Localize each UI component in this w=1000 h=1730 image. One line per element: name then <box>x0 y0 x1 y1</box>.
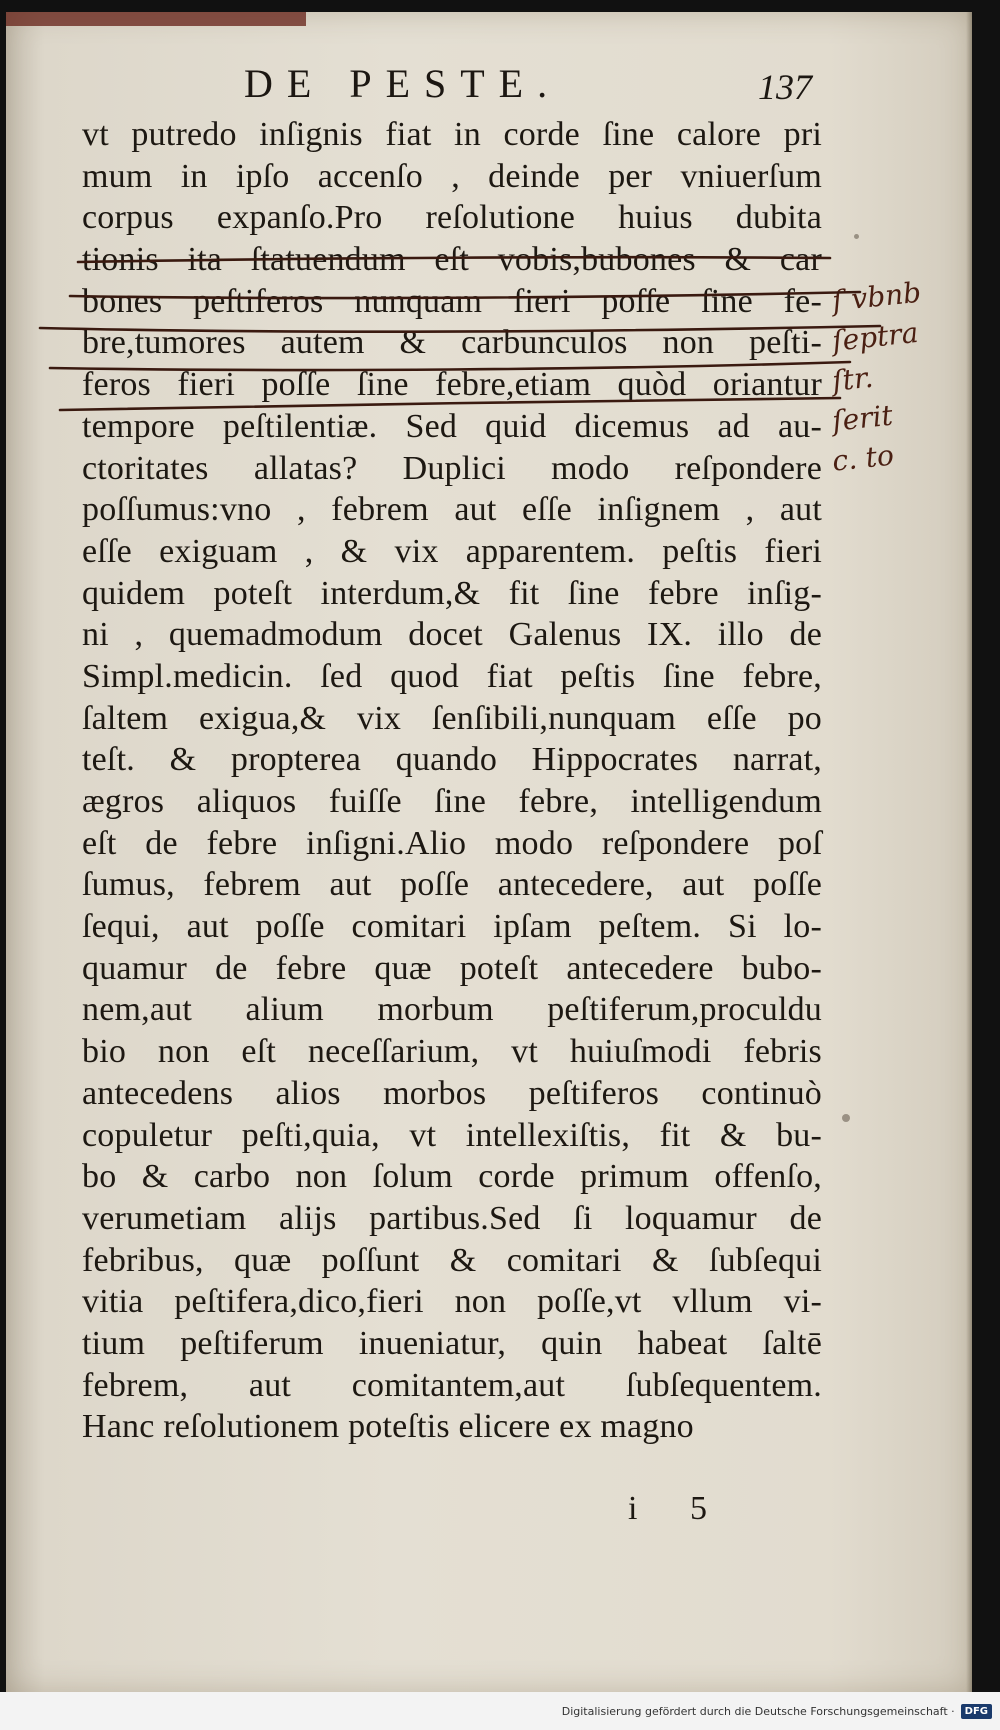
marginal-note: ſeptra <box>830 315 920 358</box>
footer-credit: Digitalisierung gefördert durch die Deutsche Forschungsgemeinschaft · <box>561 1704 955 1718</box>
text-line: nem,aut alium morbum peſtiferum,proculdu <box>82 991 822 1029</box>
text-line: quamur de febre quæ poteſt antecedere bubo- <box>82 949 822 987</box>
text-line: tempore peſtilentiæ. Sed quid dicemus ad au- <box>82 407 822 445</box>
marginal-note: c. to <box>830 438 896 478</box>
text-line: bio non eſt neceſſarium, vt huiuſmodi febris <box>82 1033 822 1071</box>
text-line: mum in ipſo accenſo , deinde per vniuerſum <box>82 157 822 195</box>
text-line: verumetiam alijs partibus.Sed ſi loquamur de <box>82 1199 822 1237</box>
underline-stroke <box>78 257 830 262</box>
digitization-footer <box>0 1692 1000 1730</box>
text-line: quidem poteſt interdum,& fit ſine febre inſig- <box>82 574 822 612</box>
text-line: ſumus, febrem aut poſſe antecedere, aut poſſe <box>82 866 822 904</box>
marginal-note: ſtr. <box>830 360 875 398</box>
page-number: 137 <box>758 67 812 107</box>
text-line: tionis ita ſtatuendum eſt vobis,bubones & car <box>82 241 822 279</box>
text-line: ſequi, aut poſſe comitari ipſam peſtem. Si lo- <box>82 908 822 946</box>
text-line: ni , quemadmodum docet Galenus IX. illo de <box>82 616 822 654</box>
text-line: tium peſtiferum inueniatur, quin habeat ſaltē <box>82 1324 822 1362</box>
text-line: ſaltem exigua,& vix ſenſibili,nunquam eſſe po <box>82 699 822 737</box>
running-head: DE PESTE. <box>244 61 562 106</box>
text-line: bo & carbo non ſolum corde primum offenſo, <box>82 1158 822 1196</box>
text-line: eſt de febre inſigni.Alio modo reſpondere poſ <box>82 824 822 862</box>
dfg-logo: DFG <box>961 1704 992 1719</box>
marginal-note: ſerit <box>830 398 895 438</box>
text-line: Hanc reſolutionem poteſtis elicere ex magno <box>82 1408 694 1446</box>
text-line: antecedens alios morbos peſtiferos continuò <box>82 1074 822 1112</box>
text-line: Simpl.medicin. ſed quod fiat peſtis ſine febre, <box>82 657 822 695</box>
underline-stroke <box>60 398 840 410</box>
text-line: ctoritates allatas? Duplici modo reſpondere <box>82 449 822 487</box>
text-line: feros fieri poſſe ſine febre,etiam quòd oriantur <box>82 366 822 404</box>
text-line: febrem, aut comitantem,aut ſubſequentem. <box>82 1366 822 1404</box>
underline-stroke <box>50 362 850 370</box>
underline-stroke <box>40 326 880 332</box>
text-line: copuletur peſti,quia, vt intellexiſtis, fit & bu- <box>82 1116 822 1154</box>
text-line: poſſumus:vno , febrem aut eſſe inſignem , aut <box>82 491 822 529</box>
signature-mark: i 5 <box>628 1490 729 1527</box>
text-line: bre,tumores autem & carbunculos non peſti- <box>82 324 822 362</box>
text-line: vt putredo inſignis fiat in corde ſine calore pri <box>82 116 822 153</box>
text-line: eſſe exiguam , & vix apparentem. peſtis fieri <box>82 532 822 570</box>
text-line: ægros aliquos fuiſſe ſine febre, intelligendum <box>82 783 822 820</box>
underline-stroke <box>70 292 860 298</box>
text-line: febribus, quæ poſſunt & comitari & ſubſequi <box>82 1241 822 1279</box>
text-line: teſt. & propterea quando Hippocrates narrat, <box>82 741 822 779</box>
text-line: vitia peſtifera,dico,fieri non poſſe,vt vllum vi- <box>82 1283 822 1321</box>
text-line: bones peſtiferos nunquam fieri poſſe ſine fe- <box>82 282 822 320</box>
text-line: corpus expanſo.Pro reſolutione huius dubita <box>82 199 822 237</box>
marginal-note: ſ vbnb <box>830 275 923 318</box>
